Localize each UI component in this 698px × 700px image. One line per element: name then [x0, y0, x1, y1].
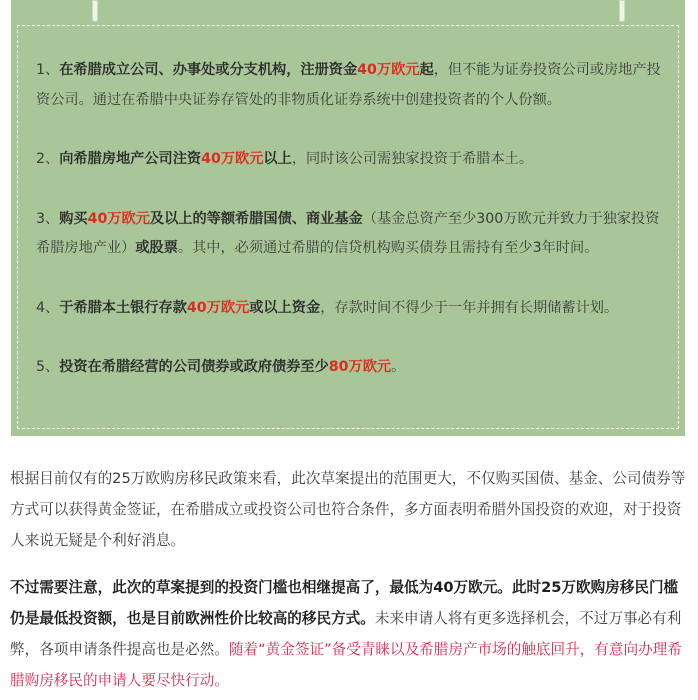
- policy-item-2: 2、向希腊房地产公司注资40万欧元以上，同时该公司需独家投资于希腊本土。: [36, 151, 534, 167]
- paragraph-2-bold: 不过需要注意，此次的草案提到的投资门槛也相继提高了，最低为40万欧元。此时25万欧购房移民门槛仍是最低投资额，也是目前欧洲性价比较高的移民方式。: [10, 579, 679, 627]
- policy-box: [11, 0, 685, 436]
- paragraph-2-plain: 未来申请人将有更多选择机会，不过万事必有利弊，各项申请条件提高也是必然。: [10, 610, 682, 658]
- policy-item-4: 4、于希腊本土银行存款40万欧元或以上资金，存款时间不得少于一年并拥有长期储蓄计划。: [36, 299, 619, 316]
- body-paragraph-2: [10, 572, 688, 696]
- policy-item-5: 5、投资在希腊经营的公司债券或政府债券至少80万欧元。: [36, 359, 406, 375]
- paragraph-2-accent: 随着“黄金签证”备受青睐以及希腊房产市场的触底回升，有意向办理希腊购房移民的申请人要尽快行动。: [10, 641, 682, 689]
- pin-decoration-right: [619, 0, 625, 22]
- pin-decoration-left: [92, 0, 98, 22]
- policy-list: [36, 56, 664, 383]
- policy-item-1: 1、在希腊成立公司、办事处或分支机构，注册资金40万欧元起，但不能为证券投资公司或房地产投资公司。通过在希腊中央证券存管处的非物质化证券系统中创建投资者的个人份额。: [36, 62, 661, 108]
- body-paragraph-1: 根据目前仅有的25万欧购房移民政策来看，此次草案提出的范围更大，不仅购买国债、基金、公司债券等方式可以获得黄金签证，在希腊成立或投资公司也符合条件，多方面表明希腊外国投资的欢迎，对于投资人来说无疑是个利好消息。: [10, 470, 686, 549]
- policy-item-3: 3、购买40万欧元及以上的等额希腊国债、商业基金（基金总资产至少300万欧元并致力于独家投资希腊房地产业）或股票。其中，必须通过希腊的信贷机构购买债券且需持有至少3年时间。: [36, 210, 660, 256]
